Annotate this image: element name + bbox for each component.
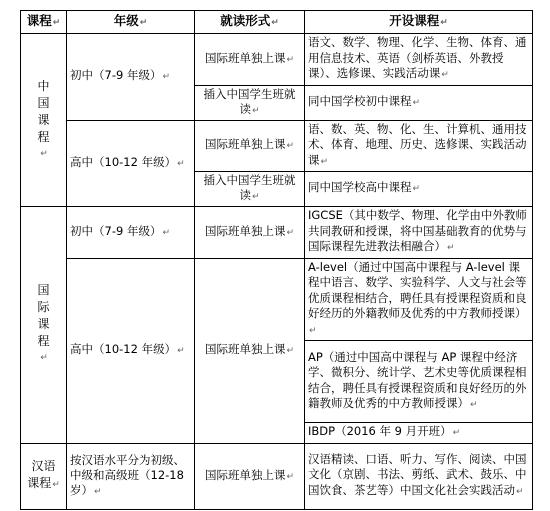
form-cell: 国际班单独上课↵	[195, 207, 305, 259]
curriculum-table	[20, 10, 533, 510]
grade-cell: 初中（7-9 年级）↵	[67, 34, 195, 121]
subjects-cell: 同中国学校高中课程↵	[305, 172, 533, 207]
grade-cell: 按汉语水平分为初级、中级和高级班（12-18 岁）↵	[67, 443, 195, 509]
header-row	[21, 11, 533, 34]
table-row	[21, 443, 533, 509]
subjects-cell: 汉语精读、口语、听力、写作、阅读、中国文化（京剧、书法、剪纸、武术、鼓乐、中国饮食、茶艺等）中国文化社会实践活动↵	[305, 443, 533, 509]
course-cell-international: 国 际 课 程 ↵	[21, 207, 67, 444]
form-cell: 国际班单独上课↵	[195, 443, 305, 509]
grade-cell: 初中（7-9 年级）↵	[67, 207, 195, 259]
course-cell-chinese-language: 汉语 课程↵	[21, 443, 67, 509]
grade-cell: 高中（10-12 年级）↵	[67, 120, 195, 207]
table-row	[21, 34, 533, 86]
form-cell: 插入中国学生班就读↵	[195, 172, 305, 207]
form-cell: 国际班单独上课↵	[195, 258, 305, 443]
form-cell: 插入中国学生班就读↵	[195, 85, 305, 120]
table-row	[21, 258, 533, 341]
form-cell: 国际班单独上课↵	[195, 120, 305, 172]
header-form: 就读形式↵	[195, 11, 305, 34]
subjects-cell: 语文、数学、物理、化学、生物、体育、通用信息技术、英语（剑桥英语、外教授课）、选修课、实践活动课↵	[305, 34, 533, 86]
table-row	[21, 207, 533, 259]
subjects-cell: IBDP（2016 年 9 月开班）↵	[305, 423, 533, 444]
header-course: 课程↵	[21, 11, 67, 34]
subjects-cell: IGCSE（其中数学、物理、化学由中外教师共同教研和授课，将中国基础教育的优势与国际课程先进教法相融合）↵	[305, 207, 533, 259]
grade-cell: 高中（10-12 年级）↵	[67, 258, 195, 443]
header-grade: 年级↵	[67, 11, 195, 34]
course-cell-chinese: 中 国 课 程 ↵	[21, 34, 67, 207]
subjects-cell: 语、数、英、物、化、生、计算机、通用技术、体育、地理、历史、选修课、实践活动课↵	[305, 120, 533, 172]
form-cell: 国际班单独上课↵	[195, 34, 305, 86]
subjects-cell: AP（通过中国高中课程与 AP 课程中经济学、微积分、统计学、艺术史等优质课程相结合，聘任具有授课程资质和良好经历的外籍教师及优秀的中方教师授课）↵	[305, 341, 533, 423]
subjects-cell: A-level（通过中国高中课程与 A-level 课程中语言、数学、实验科学、人文与社会等优质课程相结合，聘任具有授课程资质和良好经历的外籍教师及优秀的中方教师授课）↵	[305, 258, 533, 341]
table-row	[21, 120, 533, 172]
header-subjects: 开设课程↵	[305, 11, 533, 34]
subjects-cell: 同中国学校初中课程↵	[305, 85, 533, 120]
